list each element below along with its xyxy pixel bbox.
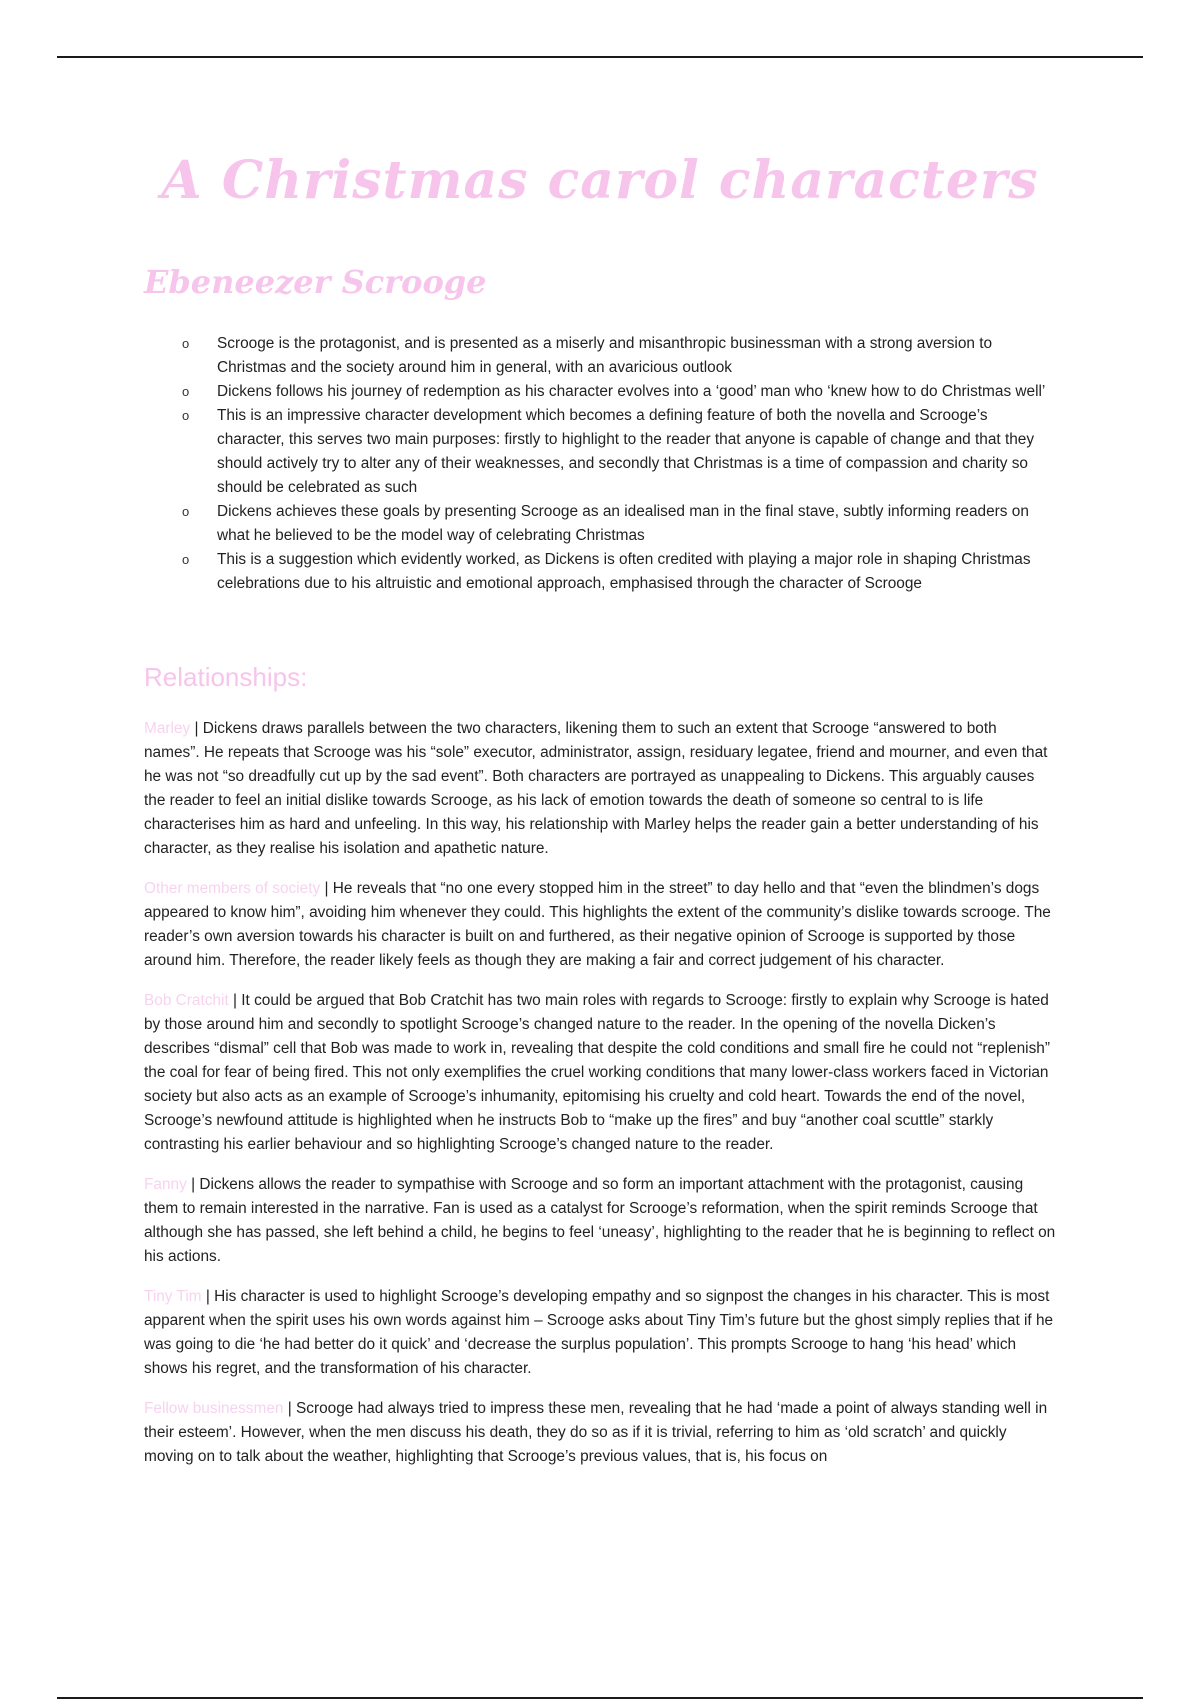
top-rule — [57, 56, 1143, 58]
list-item — [144, 380, 1056, 404]
list-item — [144, 332, 1056, 380]
relationship-text: Dickens allows the reader to sympathise with Scrooge and so form an important attachment with the protagonist, causing them to remain interested in the narrative. Fan is used as a catalyst for Scrooge’s reformation, when the spirit reminds Scrooge that although she has passed, she left behind a child, he begins to feel ‘uneasy’, highlighting to the reader that he is beginning to reflect on his actions. — [144, 1176, 1056, 1265]
bullet-text: Dickens follows his journey of redemption as his character evolves into a ‘good’ man who ‘knew how to do Christmas well’ — [217, 383, 1046, 400]
relationship-paragraph — [144, 1285, 1056, 1381]
relationship-paragraph — [144, 1173, 1056, 1269]
relationship-text: He reveals that “no one every stopped him in the street” to day hello and that “even the blindmen’s dogs appeared to know him”, avoiding him whenever they could. This highlights the extent of the community’s dislike towards scrooge. The reader’s own aversion towards his character is built on and furthered, as their negative opinion of Scrooge is supported by those around him. Therefore, the reader likely feels as though they are making a fair and correct judgement of his character. — [144, 880, 1051, 969]
separator: | — [205, 1288, 210, 1305]
relationship-label: Other members of society — [144, 880, 321, 897]
relationship-paragraph — [144, 877, 1056, 973]
relationship-text: It could be argued that Bob Cratchit has two main roles with regards to Scrooge: firstly to explain why Scrooge is hated by those around him and secondly to spotlight Scrooge’s changed nature to the reader. In the opening of the novella Dicken’s describes “dismal” cell that Bob was made to work in, revealing that despite the cold conditions and small fire he could not “replenish” the coal for fear of being fired. This not only exemplifies the cruel working conditions that many lower-class workers faced in Victorian society but also acts as an example of Scrooge’s inhumanity, epitomising his cruelty and cold heart. Towards the end of the novel, Scrooge’s newfound attitude is highlighted when he instructs Bob to “make up the fires” and buy “another coal scuttle” starkly contrasting his earlier behaviour and so highlighting Scrooge’s changed nature to the reader. — [144, 992, 1050, 1153]
bullet-marker-icon: o — [182, 408, 190, 423]
relationship-label: Fellow businessmen — [144, 1400, 284, 1417]
section-heading: Ebeneezer Scrooge — [144, 263, 487, 301]
relationship-text: His character is used to highlight Scrooge’s developing empathy and so signpost the changes in his character. This is most apparent when the spirit uses his own words against him – Scrooge asks about Tiny Tim’s future but the ghost simply replies that if he was going to die ‘he had better do it quick’ and ‘decrease the surplus population’. This prompts Scrooge to hang ‘his head’ which shows his regret, and the transformation of his character. — [144, 1288, 1054, 1377]
bullet-marker-icon: o — [182, 552, 190, 567]
bullet-marker-icon: o — [182, 336, 190, 351]
bullet-text: This is an impressive character development which becomes a defining feature of both the novella and Scrooge’s character, this serves two main purposes: firstly to highlight to the reader that anyone is capable of change and that they should actively try to alter any of their weaknesses, and secondly that Christmas is a time of compassion and charity so should be celebrated as such — [217, 407, 1035, 496]
separator: | — [287, 1400, 292, 1417]
separator: | — [232, 992, 237, 1009]
bottom-rule — [57, 1697, 1143, 1699]
relationships-section — [144, 717, 1056, 1485]
list-item — [144, 548, 1056, 596]
relationship-label: Fanny — [144, 1176, 187, 1193]
list-item — [144, 404, 1056, 500]
separator: | — [191, 1176, 196, 1193]
relationship-label: Marley — [144, 720, 191, 737]
separator: | — [324, 880, 329, 897]
separator: | — [194, 720, 199, 737]
relationship-paragraph — [144, 1397, 1056, 1469]
bullet-marker-icon: o — [182, 384, 190, 399]
relationship-paragraph — [144, 989, 1056, 1157]
relationship-label: Bob Cratchit — [144, 992, 229, 1009]
relationship-text: Scrooge had always tried to impress these men, revealing that he had ‘made a point of always standing well in their esteem’. However, when the men discuss his death, they do so as if it is trivial, referring to him as ‘old scratch’ and quickly moving on to talk about the weather, highlighting that Scrooge’s previous values, that is, his focus on — [144, 1400, 1048, 1465]
relationships-heading: Relationships: — [144, 662, 308, 692]
relationship-text: Dickens draws parallels between the two characters, likening them to such an extent that Scrooge “answered to both names”. He repeats that Scrooge was his “sole” executor, administrator, assign, residuary legatee, friend and mourner, and even that he was not “so dreadfully cut up by the sad event”. Both characters are portrayed as unappealing to Dickens. This arguably causes the reader to feel an initial dislike towards Scrooge, as his lack of emotion towards the death of someone so central to is life characterises him as hard and unfeeling. In this way, his relationship with Marley helps the reader gain a better understanding of his character, as they realise his isolation and apathetic nature. — [144, 720, 1048, 857]
relationship-label: Tiny Tim — [144, 1288, 202, 1305]
list-item — [144, 500, 1056, 548]
bullet-text: This is a suggestion which evidently worked, as Dickens is often credited with playing a major role in shaping Christmas celebrations due to his altruistic and emotional approach, emphasised through the character of Scrooge — [217, 551, 1031, 592]
bullet-marker-icon: o — [182, 504, 190, 519]
relationship-paragraph — [144, 717, 1056, 861]
bullet-text: Scrooge is the protagonist, and is presented as a miserly and misanthropic businessman with a strong aversion to Christmas and the society around him in general, with an avaricious outlook — [217, 335, 993, 376]
bullet-list — [144, 332, 1056, 596]
bullet-text: Dickens achieves these goals by presenting Scrooge as an idealised man in the final stave, subtly informing readers on what he believed to be the model way of celebrating Christmas — [217, 503, 1029, 544]
page-title: A Christmas carol characters — [161, 150, 1039, 211]
